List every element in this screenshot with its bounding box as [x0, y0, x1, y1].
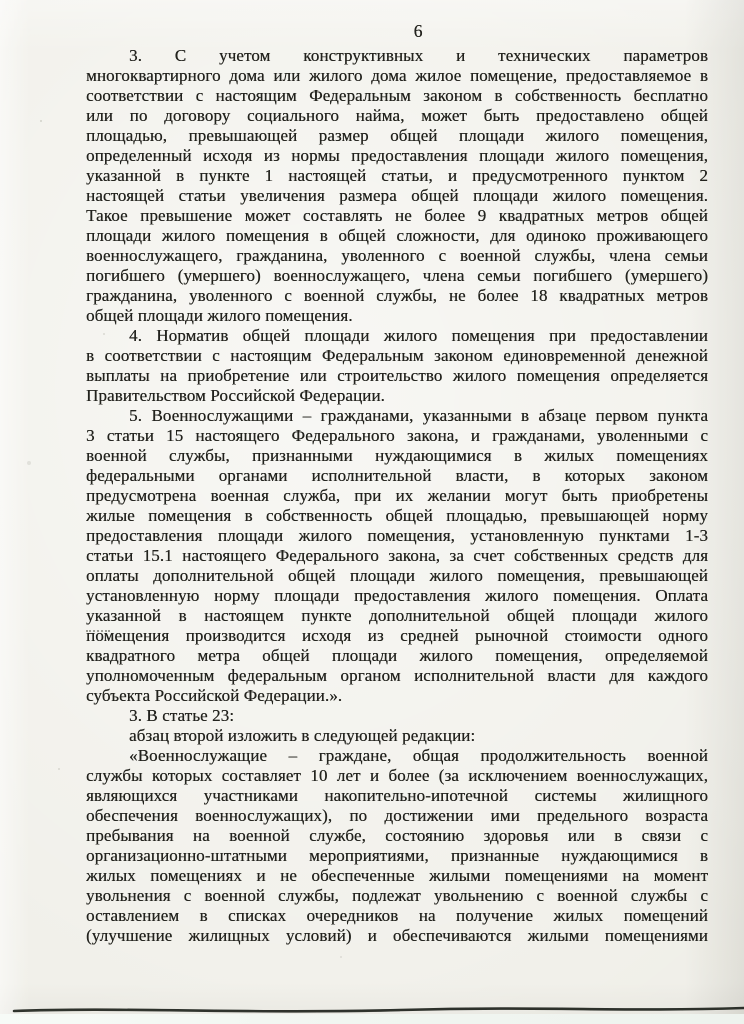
text-line: федеральными органами исполнительной власти, в которых законом	[86, 466, 708, 485]
text-line: площадью, превышающей размер общей площади жилого помещения,	[86, 126, 708, 145]
text-line: 3. В статье 23:	[129, 706, 235, 725]
text-line: общей площади жилого помещения.	[86, 306, 353, 325]
text-line: жилые помещения в собственность общей площадью, превышающей норму	[86, 506, 708, 525]
text-line: службы которых составляет 10 лет и более (за исключением военнослужащих,	[86, 766, 708, 785]
text-line: пребывания на военной службе, состоянию здоровья или в связи с	[86, 826, 708, 845]
text-line: соответствии с настоящим Федеральным законом в собственность бесплатно	[86, 86, 708, 105]
text-line: предусмотрена военная служба, при их желании могут быть приобретены	[86, 486, 708, 505]
text-line: жилых помещениях и не обеспеченные жилыми помещениями на момент	[86, 866, 708, 885]
text-line: гражданина, уволенного с военной службы, не более 18 квадратных метров	[86, 286, 708, 305]
article-23-new-wording-paragraph	[86, 746, 708, 946]
article-23-subheading	[86, 726, 708, 746]
text-line: площади жилого помещения в общей сложности, для одиноко проживающего	[86, 226, 708, 245]
clause-3-paragraph	[86, 46, 708, 326]
text-line: увольнения с военной службы, подлежат увольнению с военной службы с	[86, 886, 708, 905]
text-line: абзац второй изложить в следующей редакции:	[129, 726, 476, 745]
text-line: погибшего (умершего) военнослужащего, члена семьи погибшего (умершего)	[86, 266, 708, 285]
scan-smudge-artifact	[86, 627, 110, 632]
text-line: 5. Военнослужащими – гражданами, указанными в абзаце первом пункта	[129, 406, 708, 425]
text-line: многоквартирного дома или жилого дома жилое помещение, предоставляемое в	[86, 66, 708, 85]
text-line: указанной в настоящем пункте дополнительной общей площади жилого	[86, 606, 708, 625]
text-line: в соответствии с настоящим Федеральным законом единовременной денежной	[86, 346, 708, 365]
scanner-background-strip	[0, 1014, 744, 1024]
text-line: 4. Норматив общей площади жилого помещения при предоставлении	[129, 326, 708, 345]
text-line: Такое превышение может составлять не более 9 квадратных метров общей	[86, 206, 708, 225]
text-line: оставлением в списках очередников на получение жилых помещений	[86, 906, 708, 925]
clause-5-paragraph	[86, 406, 708, 706]
text-line: военнослужащего, гражданина, уволенного с военной службы, члена семьи	[86, 246, 708, 265]
text-line: Правительством Российской Федерации.	[86, 386, 385, 405]
text-line: определенный исходя из нормы предоставления площади жилого помещения,	[86, 146, 708, 165]
text-line: «Военнослужащие – граждане, общая продолжительность военной	[129, 746, 708, 765]
text-line: 3. С учетом конструктивных и технических параметров	[129, 46, 708, 65]
text-line: установленную норму площади предоставления жилого помещения. Оплата	[86, 586, 708, 605]
text-line: уполномоченным федеральным органом исполнительной власти для каждого	[86, 666, 708, 685]
page-number: 6	[413, 21, 423, 41]
scan-noise-speckles	[40, 120, 42, 122]
text-line: обеспечения военнослужащих), по достижении ими предельного возраста	[86, 806, 708, 825]
text-line: квадратного метра общей площади жилого помещения, определяемой	[86, 646, 708, 665]
text-line: являющихся участниками накопительно-ипотечной системы жилищного	[86, 786, 708, 805]
text-line: (улучшение жилищных условий) и обеспечиваются жилыми помещениями	[86, 926, 708, 945]
text-line: выплаты на приобретение или строительство жилого помещения определяется	[86, 366, 708, 385]
article-23-heading	[86, 706, 708, 726]
text-line: или по договору социального найма, может быть предоставлено общей	[86, 106, 708, 125]
text-line: указанной в пункте 1 настоящей статьи, и предусмотренного пунктом 2	[86, 166, 708, 185]
text-line: субъекта Российской Федерации.».	[86, 686, 343, 705]
text-line: помещения производится исходя из средней рыночной стоимости одного	[86, 626, 708, 645]
text-line: организационно-штатными мероприятиями, признанные нуждающимися в	[86, 846, 708, 865]
text-line: оплаты дополнительной общей площади жилого помещения, превышающей	[86, 566, 708, 585]
text-line: военной службы, признанными нуждающимися в жилых помещениях	[86, 446, 708, 465]
clause-4-paragraph	[86, 326, 708, 406]
text-line: предоставления площади жилого помещения, установленную пунктами 1-3	[86, 526, 708, 545]
document-body-text	[86, 46, 708, 946]
text-line: настоящей статьи увеличения размера общей площади жилого помещения.	[86, 186, 708, 205]
text-line: статьи 15.1 настоящего Федерального закона, за счет собственных средств для	[86, 546, 708, 565]
text-line: 3 статьи 15 настоящего Федерального закона, и гражданами, уволенными с	[86, 426, 708, 445]
